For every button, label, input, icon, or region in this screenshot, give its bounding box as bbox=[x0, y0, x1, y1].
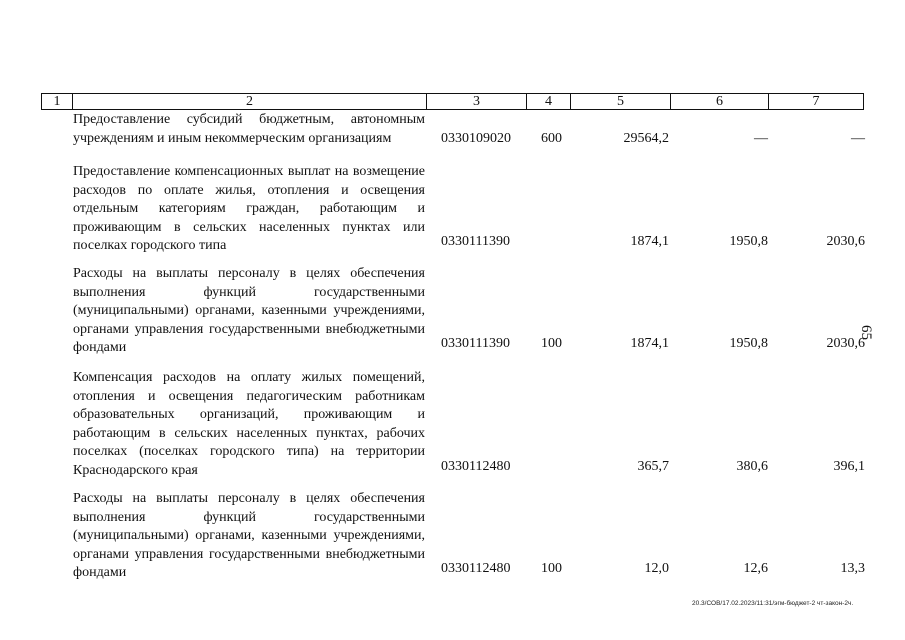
header-col-5: 5 bbox=[571, 94, 671, 109]
row-value-6: — bbox=[754, 130, 768, 146]
row-value-5: 1874,1 bbox=[630, 234, 669, 249]
header-col-6: 6 bbox=[671, 94, 769, 109]
row-value-5: 365,7 bbox=[637, 459, 669, 474]
header-col-1: 1 bbox=[42, 94, 73, 109]
header-col-2: 2 bbox=[73, 94, 427, 109]
table-header bbox=[41, 93, 864, 110]
row-value-5: 1874,1 bbox=[630, 336, 669, 351]
footer-stamp: 20.3/СОВ/17.02.2023/11:31/эгм-бюджет-2 чт-закон-2ч. bbox=[692, 600, 854, 607]
row-value-7: — bbox=[851, 130, 865, 146]
row-value-6: 380,6 bbox=[736, 459, 768, 474]
row-code: 0330112480 bbox=[441, 561, 511, 576]
row-value-7: 396,1 bbox=[833, 459, 865, 474]
row-name: Предоставление компенсационных выплат на возмещение расходов по оплате жилья, отопления и освещения отдельным категориям граждан, работающим и проживающим в сельских населенных пунктах или поселках городского типа bbox=[73, 164, 425, 253]
row-value-7: 2030,6 bbox=[826, 336, 865, 351]
row-value-6: 12,6 bbox=[743, 561, 768, 576]
row-name: Расходы на выплаты персоналу в целях обеспечения выполнения функций государственными (муниципальными) органами, казенными учреждениями, органами управления государственными внебюджетными фондами bbox=[73, 491, 425, 580]
row-code: 0330109020 bbox=[441, 130, 511, 146]
header-col-4: 4 bbox=[527, 94, 571, 109]
header-col-7: 7 bbox=[812, 94, 820, 109]
row-code: 0330111390 bbox=[441, 336, 510, 351]
row-vr: 100 bbox=[541, 336, 562, 351]
row-value-6: 1950,8 bbox=[729, 336, 768, 351]
row-value-5: 12,0 bbox=[644, 561, 669, 576]
row-value-5: 29564,2 bbox=[623, 130, 669, 146]
row-value-7: 13,3 bbox=[840, 561, 865, 576]
row-code: 0330111390 bbox=[441, 234, 510, 249]
row-name: Компенсация расходов на оплату жилых помещений, отопления и освещения педагогическим работникам образовательных организаций, проживающим и работающим в сельских населенных пунктах, рабочих поселках (поселках городского типа) на территории Краснодарского края bbox=[73, 370, 425, 478]
row-value-6: 1950,8 bbox=[729, 234, 768, 249]
header-col-3: 3 bbox=[427, 94, 527, 109]
row-value-7: 2030,6 bbox=[826, 234, 865, 249]
page-number: 65 bbox=[858, 325, 874, 340]
row-vr: 100 bbox=[541, 561, 562, 576]
row-name: Предоставление субсидий бюджетным, автономным учреждениям и иным некоммерческим организациям bbox=[73, 112, 425, 146]
row-vr: 600 bbox=[541, 130, 562, 146]
row-name: Расходы на выплаты персоналу в целях обеспечения выполнения функций государственными (муниципальными) органами, казенными учреждениями, органами управления государственными внебюджетными фондами bbox=[73, 266, 425, 355]
row-code: 0330112480 bbox=[441, 459, 511, 474]
